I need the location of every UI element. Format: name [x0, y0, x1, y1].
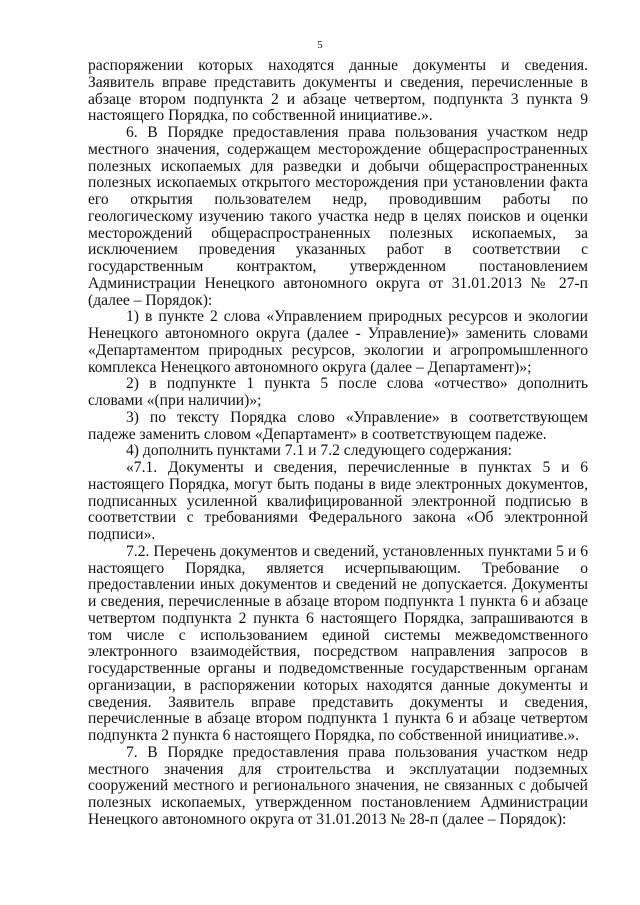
- paragraph-subitem-2: 2) в подпункте 1 пункта 5 после слова «отчество» дополнить словами «(при наличии)»;: [88, 375, 588, 409]
- paragraph-subitem-3: 3) по тексту Порядка слово «Управление» в соответствующем падеже заменить словом «Департамент» в соответствующем падеже.: [88, 408, 588, 443]
- paragraph-subitem-1: 1) в пункте 2 слова «Управлением природных ресурсов и экологии Ненецкого автономного округа (далее - Управление)» заменить словами «Департаментом природных ресурсов, экологии и агропромышленного комплекса Ненецкого автономного округа (далее – Департамент)»;: [88, 308, 588, 376]
- paragraph-subitem-4: 4) дополнить пунктами 7.1 и 7.2 следующего содержания:: [126, 442, 513, 460]
- paragraph-clause-7-2: 7.2. Перечень документов и сведений, установленных пунктами 5 и 6 настоящего Порядка, является исчерпывающим. Требование о предоставлении иных документов и сведений не допускается. Документы и сведения, перечисленные в абзаце втором подпункта 1 пункта 6 и абзаце четвертом подпункта 2 пункта 6 настоящего Порядка, запрашиваются в том числе с использованием единой системы межведомственного электронного взаимодействия, посредством направления запросов в государственные органы и подведомственные государственным органам организации, в распоряжении которых находятся данные документы и сведения. Заявитель вправе представить документы и сведения, перечисленные в абзаце втором подпункта 1 пункта 6 и абзаце четвертом подпункта 2 пункта 6 настоящего Порядка, по собственной инициативе.».: [88, 542, 588, 744]
- paragraph-item-6: 6. В Порядке предоставления права пользования участком недр местного значения, содержащем месторождение общераспространенных полезных ископаемых для разведки и добычи общераспространенных полезных ископаемых открытого месторождения при установлении факта его открытия пользователем недр, проводившим работы по геологическому изучению такого участка недр в целях поисков и оценки месторождений общераспространенных полезных ископаемых, за исключением проведения указанных работ в соответствии с государственным контрактом, утвержденном постановлением Администрации Ненецкого автономного округа от 31.01.2013 № 27-п (далее – Порядок):: [88, 124, 588, 309]
- paragraph-item-7: 7. В Порядке предоставления права пользования участком недр местного значения для строительства и эксплуатации подземных сооружений местного и регионального значения, не связанных с добычей полезных ископаемых, утвержденном постановлением Администрации Ненецкого автономного округа от 31.01.2013 № 28-п (далее – Порядок):: [88, 743, 588, 828]
- paragraph-clause-7-1: «7.1. Документы и сведения, перечисленные в пунктах 5 и 6 настоящего Порядка, могут быть поданы в виде электронных документов, подписанных усиленной квалифицированной электронной подписью в соответствии с требованиями Федерального закона «Об электронной подписи».: [88, 459, 588, 543]
- paragraph-continuation: распоряжении которых находятся данные документы и сведения. Заявитель вправе представить документы и сведения, перечисленные в абзаце втором подпункта 2 и абзаце четвертом, подпункта 3 пункта 9 настоящего Порядка, по собственной инициативе.».: [88, 57, 588, 125]
- page-number: 5: [317, 39, 323, 51]
- document-body: [88, 58, 588, 829]
